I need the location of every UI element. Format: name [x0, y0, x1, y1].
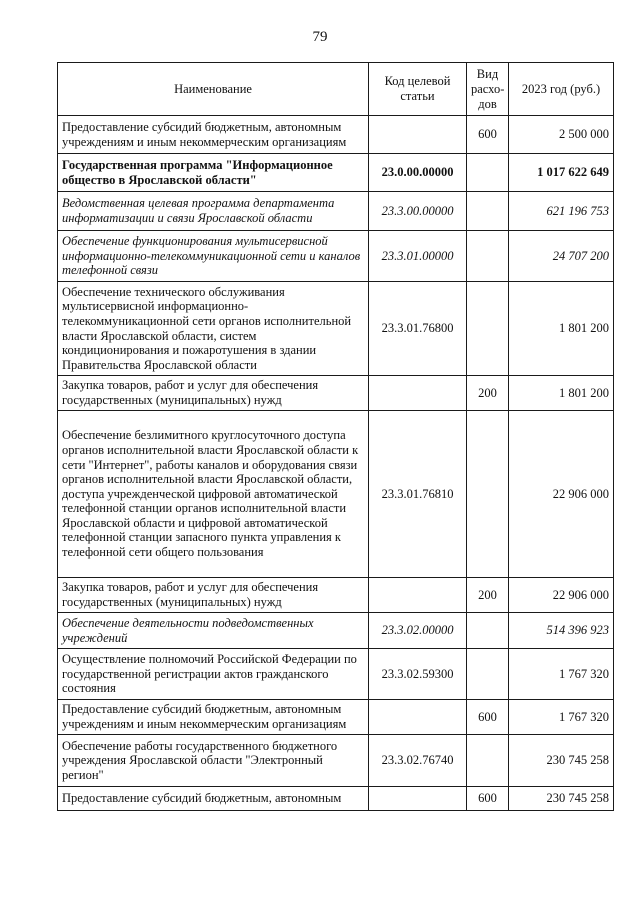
cell-amount: 2 500 000	[509, 116, 614, 154]
cell-type	[467, 192, 509, 231]
cell-name: Обеспечение деятельности подведомственных учреждений	[58, 613, 369, 649]
page-number: 79	[312, 29, 328, 45]
cell-name: Ведомственная целевая программа департамента информатизации и связи Ярославской области	[58, 192, 369, 231]
cell-type	[467, 154, 509, 192]
cell-code: 23.3.02.00000	[369, 613, 467, 649]
table-row	[58, 649, 614, 700]
cell-amount: 22 906 000	[509, 578, 614, 613]
table-row	[58, 411, 614, 578]
table-row	[58, 116, 614, 154]
cell-type: 600	[467, 787, 509, 811]
cell-amount: 1 017 622 649	[509, 154, 614, 192]
cell-type: 600	[467, 700, 509, 735]
cell-code	[369, 787, 467, 811]
cell-type	[467, 649, 509, 700]
cell-type	[467, 735, 509, 787]
cell-type	[467, 282, 509, 376]
cell-code: 23.0.00.00000	[369, 154, 467, 192]
cell-name: Обеспечение функционирования мультисервисной информационно-телекоммуникационной сети и каналов телефонной связи	[58, 231, 369, 282]
table-row	[58, 700, 614, 735]
cell-type	[467, 613, 509, 649]
cell-name: Обеспечение работы государственного бюджетного учреждения Ярославской области "Электронный регион"	[58, 735, 369, 787]
table-row	[58, 154, 614, 192]
table-row	[58, 192, 614, 231]
cell-amount: 621 196 753	[509, 192, 614, 231]
table-row	[58, 787, 614, 811]
header-type: Вид расхо-дов	[467, 63, 509, 116]
cell-name: Государственная программа "Информационное общество в Ярославской области"	[58, 154, 369, 192]
table-header-row	[58, 63, 614, 116]
table-row	[58, 376, 614, 411]
table-row	[58, 231, 614, 282]
table-row	[58, 578, 614, 613]
cell-code: 23.3.00.00000	[369, 192, 467, 231]
cell-code: 23.3.01.00000	[369, 231, 467, 282]
header-code: Код целевой статьи	[369, 63, 467, 116]
cell-name: Предоставление субсидий бюджетным, автономным учреждениям и иным некоммерческим организациям	[58, 700, 369, 735]
cell-code	[369, 700, 467, 735]
cell-name: Осуществление полномочий Российской Федерации по государственной регистрации актов гражданского состояния	[58, 649, 369, 700]
cell-type	[467, 231, 509, 282]
cell-amount: 1 767 320	[509, 700, 614, 735]
table-row	[58, 282, 614, 376]
budget-table	[57, 62, 614, 811]
cell-type: 600	[467, 116, 509, 154]
cell-amount: 1 801 200	[509, 282, 614, 376]
cell-amount: 1 801 200	[509, 376, 614, 411]
table-body	[58, 116, 614, 811]
cell-name: Закупка товаров, работ и услуг для обеспечения государственных (муниципальных) нужд	[58, 376, 369, 411]
cell-amount: 230 745 258	[509, 787, 614, 811]
cell-amount: 22 906 000	[509, 411, 614, 578]
cell-name: Обеспечение безлимитного круглосуточного доступа органов исполнительной власти Ярославской области к сети "Интернет", работы каналов и оборудования связи органов исполнительной власти Ярославской области, доступа учрежденческой цифровой автоматической телефонной станции органов исполнительной власти Ярославской области и цифровой автоматической телефонной станции запасного пункта управления к телефонной сети общего пользования	[58, 411, 369, 578]
cell-name: Закупка товаров, работ и услуг для обеспечения государственных (муниципальных) нужд	[58, 578, 369, 613]
cell-amount: 24 707 200	[509, 231, 614, 282]
cell-amount: 514 396 923	[509, 613, 614, 649]
table-row	[58, 735, 614, 787]
header-amount: 2023 год (руб.)	[509, 63, 614, 116]
cell-code	[369, 376, 467, 411]
cell-code: 23.3.01.76810	[369, 411, 467, 578]
cell-amount: 1 767 320	[509, 649, 614, 700]
cell-type: 200	[467, 578, 509, 613]
cell-type: 200	[467, 376, 509, 411]
cell-code	[369, 116, 467, 154]
cell-type	[467, 411, 509, 578]
cell-code: 23.3.02.59300	[369, 649, 467, 700]
header-name: Наименование	[58, 63, 369, 116]
cell-amount: 230 745 258	[509, 735, 614, 787]
cell-name: Обеспечение технического обслуживания мультисервисной информационно-телекоммуникационной сети органов исполнительной власти Ярославской области, систем кондиционирования и пожаротушения в здании Правительства Ярославской области	[58, 282, 369, 376]
cell-name: Предоставление субсидий бюджетным, автономным	[58, 787, 369, 811]
cell-code: 23.3.02.76740	[369, 735, 467, 787]
cell-name: Предоставление субсидий бюджетным, автономным учреждениям и иным некоммерческим организациям	[58, 116, 369, 154]
table-row	[58, 613, 614, 649]
cell-code: 23.3.01.76800	[369, 282, 467, 376]
cell-code	[369, 578, 467, 613]
